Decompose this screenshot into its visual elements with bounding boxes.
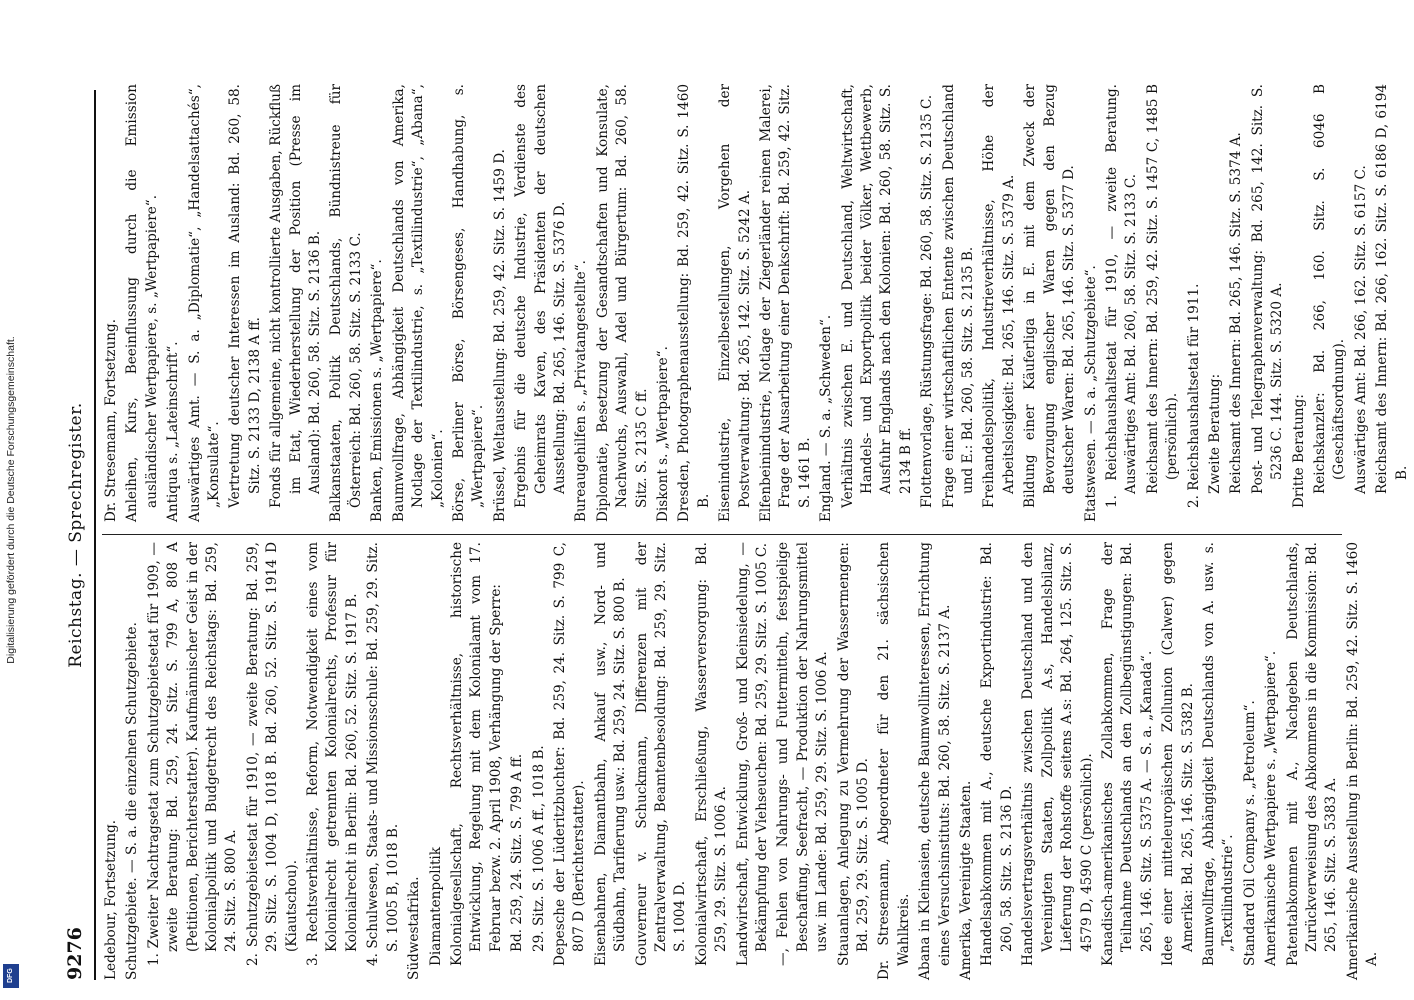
register-entry: Reichsamt des Innern: Bd. 266, 162. Sitz. S. 6186 D, 6194 B. <box>1374 84 1410 494</box>
register-entry: Handelsvertragsverhältnis zwischen Deutschland und den Vereinigten Staaten, Zollpolitik A.s, Handelsbilanz, Lieferung der Rohstoffe seitens A.s: Bd. 264, 125. Sitz. S. 4579 D, 4590 C (persönlich). <box>1020 542 1095 966</box>
register-entry: Vertretung deutscher Interessen im Ausland: Bd. 260, 58. Sitz. S. 2133 D, 2138 A ff. <box>227 84 263 508</box>
register-entry: Baumwollfrage, Abhängigkeit Deutschlands von Amerika, Notlage der Textilindustrie, s. „Textilindustrie“, „Abana“, „Kolonien“. <box>390 84 446 522</box>
register-entry: Brüssel, Weltausstellung: Bd. 259, 42. Sitz. S. 1459 D. <box>491 149 508 522</box>
register-entry: Frage einer wirtschaftlichen Entente zwischen Deutschland und E.: Bd. 260, 58. Sitz. S. 2135 B. <box>940 84 977 508</box>
register-entry: Diskont s. „Wertpapiere“. <box>654 346 671 522</box>
register-entry: Idee einer mitteleuropäischen Zollunion (Calwer) gegen Amerika: Bd. 265, 146. Sitz. S. 5382 B. <box>1160 542 1196 966</box>
register-entry: Freihandelspolitik, Industrieverhältnisse, Höhe der Arbeitslosigkeit: Bd. 265, 146. Sitz. S. 5379 A. <box>981 84 1017 508</box>
register-entry: —, Fehlen von Nahrungs- und Futtermitteln, festspielige Beschaffung, Seefracht, — Produktion der Nahrungsmittel usw. im Lande: Bd. 259, 29. Sitz. S. 1006 A. <box>775 542 831 966</box>
register-entry: Ergebnis für die deutsche Industrie, Verdienste des Geheimrats Kaven, des Präsidenten der deutschen Ausstellung: Bd. 265, 146. Sitz. S. 5376 D. <box>513 84 568 508</box>
register-entry: Ledebour, Fortsetzung. <box>103 819 119 980</box>
register-entry: Flottenvorlage, Rüstungsfrage: Bd. 260, 58. Sitz. S. 2135 C. <box>919 94 936 508</box>
column-divider <box>102 534 1342 535</box>
page-number: 9276 <box>64 927 86 980</box>
register-entry: Gouverneur v. Schuckmann, Differenzen mit der Zentralverwaltung, Beamtenbesoldung: Bd. 259, 29. Sitz. S. 1004 D. <box>633 542 689 966</box>
side-strip <box>0 0 22 1000</box>
register-entry: Börse, Berliner Börse, Börsengeses, Handhabung, s. „Wertpapiere“. <box>450 84 487 522</box>
page-title: Reichstag. — Sprechregister. <box>66 402 86 668</box>
register-entry: 29. Sitz. S. 1006 A ff., 1018 B. <box>530 745 547 952</box>
register-entry: Etatswesen. — S. a. „Schutzgebiete“. <box>1082 265 1099 522</box>
register-entry: Schutzgebiete. — S. a. die einzelnen Schutzgebiete. <box>124 622 141 980</box>
digitization-notice: Digitalisierung gefördert durch die Deutsche Forschungsgemeinschaft. <box>5 336 17 664</box>
register-entry: 4. Schulwesen, Staats- und Missionsschule: Bd. 259, 29. Sitz. S. 1005 B, 1018 B. <box>365 542 401 966</box>
register-entry: Verhältnis zwischen E. und Deutschland, Weltwirtschaft, Handels- und Exportpolitik beider Völker, Wettbewerb, Ausfuhr Englands nach den Kolonien: Bd. 260, 58. Sitz. S. 2134 B ff. <box>839 84 914 508</box>
register-entry: Patentabkommen mit A., Nachgeben Deutschlands, Zurückverweisung des Abkommens in die Kommission: Bd. 265, 146. Sitz. S. 5383 A. <box>1284 542 1340 966</box>
register-entry: Südwestafrika. <box>406 876 423 980</box>
register-entry: Standard Oil Company s. „Petroleum“. <box>1241 700 1258 966</box>
register-entry: 1. Reichshaushaltsetat für 1910, — zweite Beratung. Auswärtiges Amt: Bd. 260, 58. Sitz. S. 2133 C. <box>1103 84 1140 508</box>
register-entry: 1. Zweiter Nachtragsetat zum Schutzgebietsetat für 1909, — zweite Beratung: Bd. 259, 24. Sitz. S. 799 A, 808 A (Petitionen, Berichterstatter). Kaufmännischer Geist in der Kolonialpolitik und Budgetrecht des Reichstags: Bd. 259, 24. Sitz. S. 800 A. <box>145 542 240 966</box>
register-entry: Banken, Emissionen s. „Wertpapiere“. <box>369 259 386 522</box>
register-entry: Abana in Kleinasien, deutsche Baumwollinteressen, Errichtung eines Versuchsinstituts: Bd. 260, 58. Sitz. S. 2137 A. <box>917 542 953 980</box>
register-entry: Stauanlagen, Anlegung zu Vermehrung der Wassermengen: Bd. 259, 29. Sitz. S. 1005 D. <box>835 542 872 966</box>
register-entry: Reichsamt des Innern: Bd. 259, 42. Sitz. S. 1457 C, 1485 B (persönlich). <box>1144 84 1181 494</box>
register-entry: Amerikanische Wertpapiere s. „Wertpapiere“. <box>1263 650 1280 966</box>
left-column <box>102 542 1385 980</box>
register-entry: Baumwollfrage, Abhängigkeit Deutschlands von A. usw. s. „Textilindustrie“. <box>1200 542 1237 966</box>
register-entry: Eisenindustrie, Einzelbestellungen, Vorgehen der Postverwaltung: Bd. 265, 142. Sitz. S. 5242 A. <box>717 84 753 522</box>
running-head <box>64 90 96 980</box>
register-entry: 2. Reichshaushaltsetat für 1911. <box>1185 283 1202 508</box>
register-entry: Diplomatie, Besetzung der Gesandtschaften und Konsulate, Nachwuchs, Auswahl, Adel und Bürgertum: Bd. 260, 58. Sitz. S. 2135 C ff. <box>594 84 650 522</box>
register-entry: England. — S. a. „Schweden“. <box>818 314 835 522</box>
register-entry: Dresden, Photographenausstellung: Bd. 259, 42. Sitz. S. 1460 B. <box>676 84 712 522</box>
register-entry: 3. Rechtsverhältnisse, Reform, Notwendigkeit eines vom Kolonialrecht getrennten Kolonialrechts, Professur für Kolonialrecht in Berlin: Bd. 260, 52. Sitz. S. 1917 B. <box>305 542 360 966</box>
register-entry: Kanadisch-amerikanisches Zollabkommen, Frage der Teilnahme Deutschlands an den Zollbegünstigungen: Bd. 265, 146. Sitz. S. 5375 A. — S. a. „Kanada“. <box>1099 542 1155 966</box>
right-column <box>102 84 1414 522</box>
register-entry: Bureaugehilfen s. „Privatangestellte“. <box>573 260 590 522</box>
register-entry: Amerika, Vereinigte Staaten. <box>958 780 975 980</box>
register-entry: Landwirtschaft, Entwicklung, Groß- und Kleinsiedelung, — Bekämpfung der Viehseuchen: Bd. 259, 29. Sitz. S. 1005 C. <box>734 542 770 966</box>
register-entry: Auswärtiges Amt. — S. a. „Diplomatie“, „Handelsattachés“, „Konsulate“. <box>186 84 223 522</box>
register-entry: Elfenbeinindustrie, Notlage der Ziegerländer reinen Malerei, Frage der Ausarbeitung einer Denkschrift: Bd. 259, 42. Sitz. S. 1461 B. <box>758 84 813 522</box>
register-entry: Fonds für allgemeine, nicht kontrollierte Ausgaben, Rückfluß im Etat, Wiederherstellung der Position (Presse im Ausland): Bd. 260, 58. Sitz. S. 2136 B. <box>268 84 324 508</box>
register-entry: Diamantenpolitik <box>427 847 444 966</box>
register-entry: Antiqua s. „Lateinschrift“. <box>165 341 182 522</box>
register-entry: Eisenbahnen, Diamantbahn, Ankauf usw., Nord- und Südbahn, Tarifierung usw.: Bd. 259, 24. Sitz. S. 800 B. <box>592 542 629 966</box>
register-entry: Bd. 259, 24. Sitz. S. 799 A ff. <box>509 753 526 952</box>
register-entry: Depesche der Lüderitzbuchter: Bd. 259, 24. Sitz. S. 799 C, 807 D (Berichterstatter). <box>551 542 588 966</box>
dfg-logo: DFG <box>3 964 19 988</box>
register-entry: 2. Schutzgebietsetat für 1910, — zweite Beratung: Bd. 259, 29. Sitz. S. 1004 D, 1018 B. Bd. 260, 52. Sitz. S. 1914 D (Kiautschou). <box>244 542 300 966</box>
register-entry: Handelsabkommen mit A., deutsche Exportindustrie: Bd. 260, 58. Sitz. S. 2136 D. <box>979 542 1015 966</box>
register-entry: Dr. Stresemann, Abgeordneter für den 21. sächsischen Wahlkreis. <box>876 542 912 980</box>
register-entry: Reichskanzler: Bd. 266, 160. Sitz. S. 6046 B (Geschäftsordnung). <box>1311 84 1348 494</box>
rotated-page <box>50 70 1410 1000</box>
register-entry: Anleihen, Kurs, Beeinflussung durch die Emission ausländischer Wertpapiere, s. „Wertpapiere“. <box>124 84 160 522</box>
register-entry: Reichsamt des Innern: Bd. 265, 146. Sitz. S. 5374 A. <box>1228 132 1245 494</box>
register-entry: Kolonialwirtschaft, Erschließung, Wasserversorgung: Bd. 259, 29. Sitz. S. 1006 A. <box>693 542 730 966</box>
register-entry: Dr. Stresemann, Fortsetzung. <box>103 318 119 522</box>
register-entry: Balkanstaaten, Politik Deutschlands, Bündnistreue für Österreich: Bd. 260, 58. Sitz. S. 2133 C. <box>328 84 364 522</box>
register-entry: Post- und Telegraphenverwaltung: Bd. 265, 142. Sitz. S. 5236 C. 144. Sitz. S. 5320 A. <box>1249 84 1286 494</box>
register-entry: Dritte Beratung: <box>1290 394 1307 508</box>
register-entry: Bildung einer Käuferliga in E. mit dem Zweck der Bevorzugung englischer Waren gegen den Bezug deutscher Waren: Bd. 265, 146. Sitz. S. 5377 D. <box>1022 84 1078 508</box>
register-entry: Amerikanische Ausstellung in Berlin: Bd. 259, 42. Sitz. S. 1460 A. <box>1344 542 1381 980</box>
register-entry: Kolonialgesellschaft, Rechtsverhältnisse, historische Entwicklung, Regelung mit dem Kolonialamt vom 17. Februar bezw. 2. April 1908, Verhängung der Sperre: <box>448 542 504 966</box>
register-entry: Auswärtiges Amt: Bd. 266, 162. Sitz. S. 6157 C. <box>1352 165 1369 494</box>
register-entry: Zweite Beratung: <box>1206 373 1223 494</box>
